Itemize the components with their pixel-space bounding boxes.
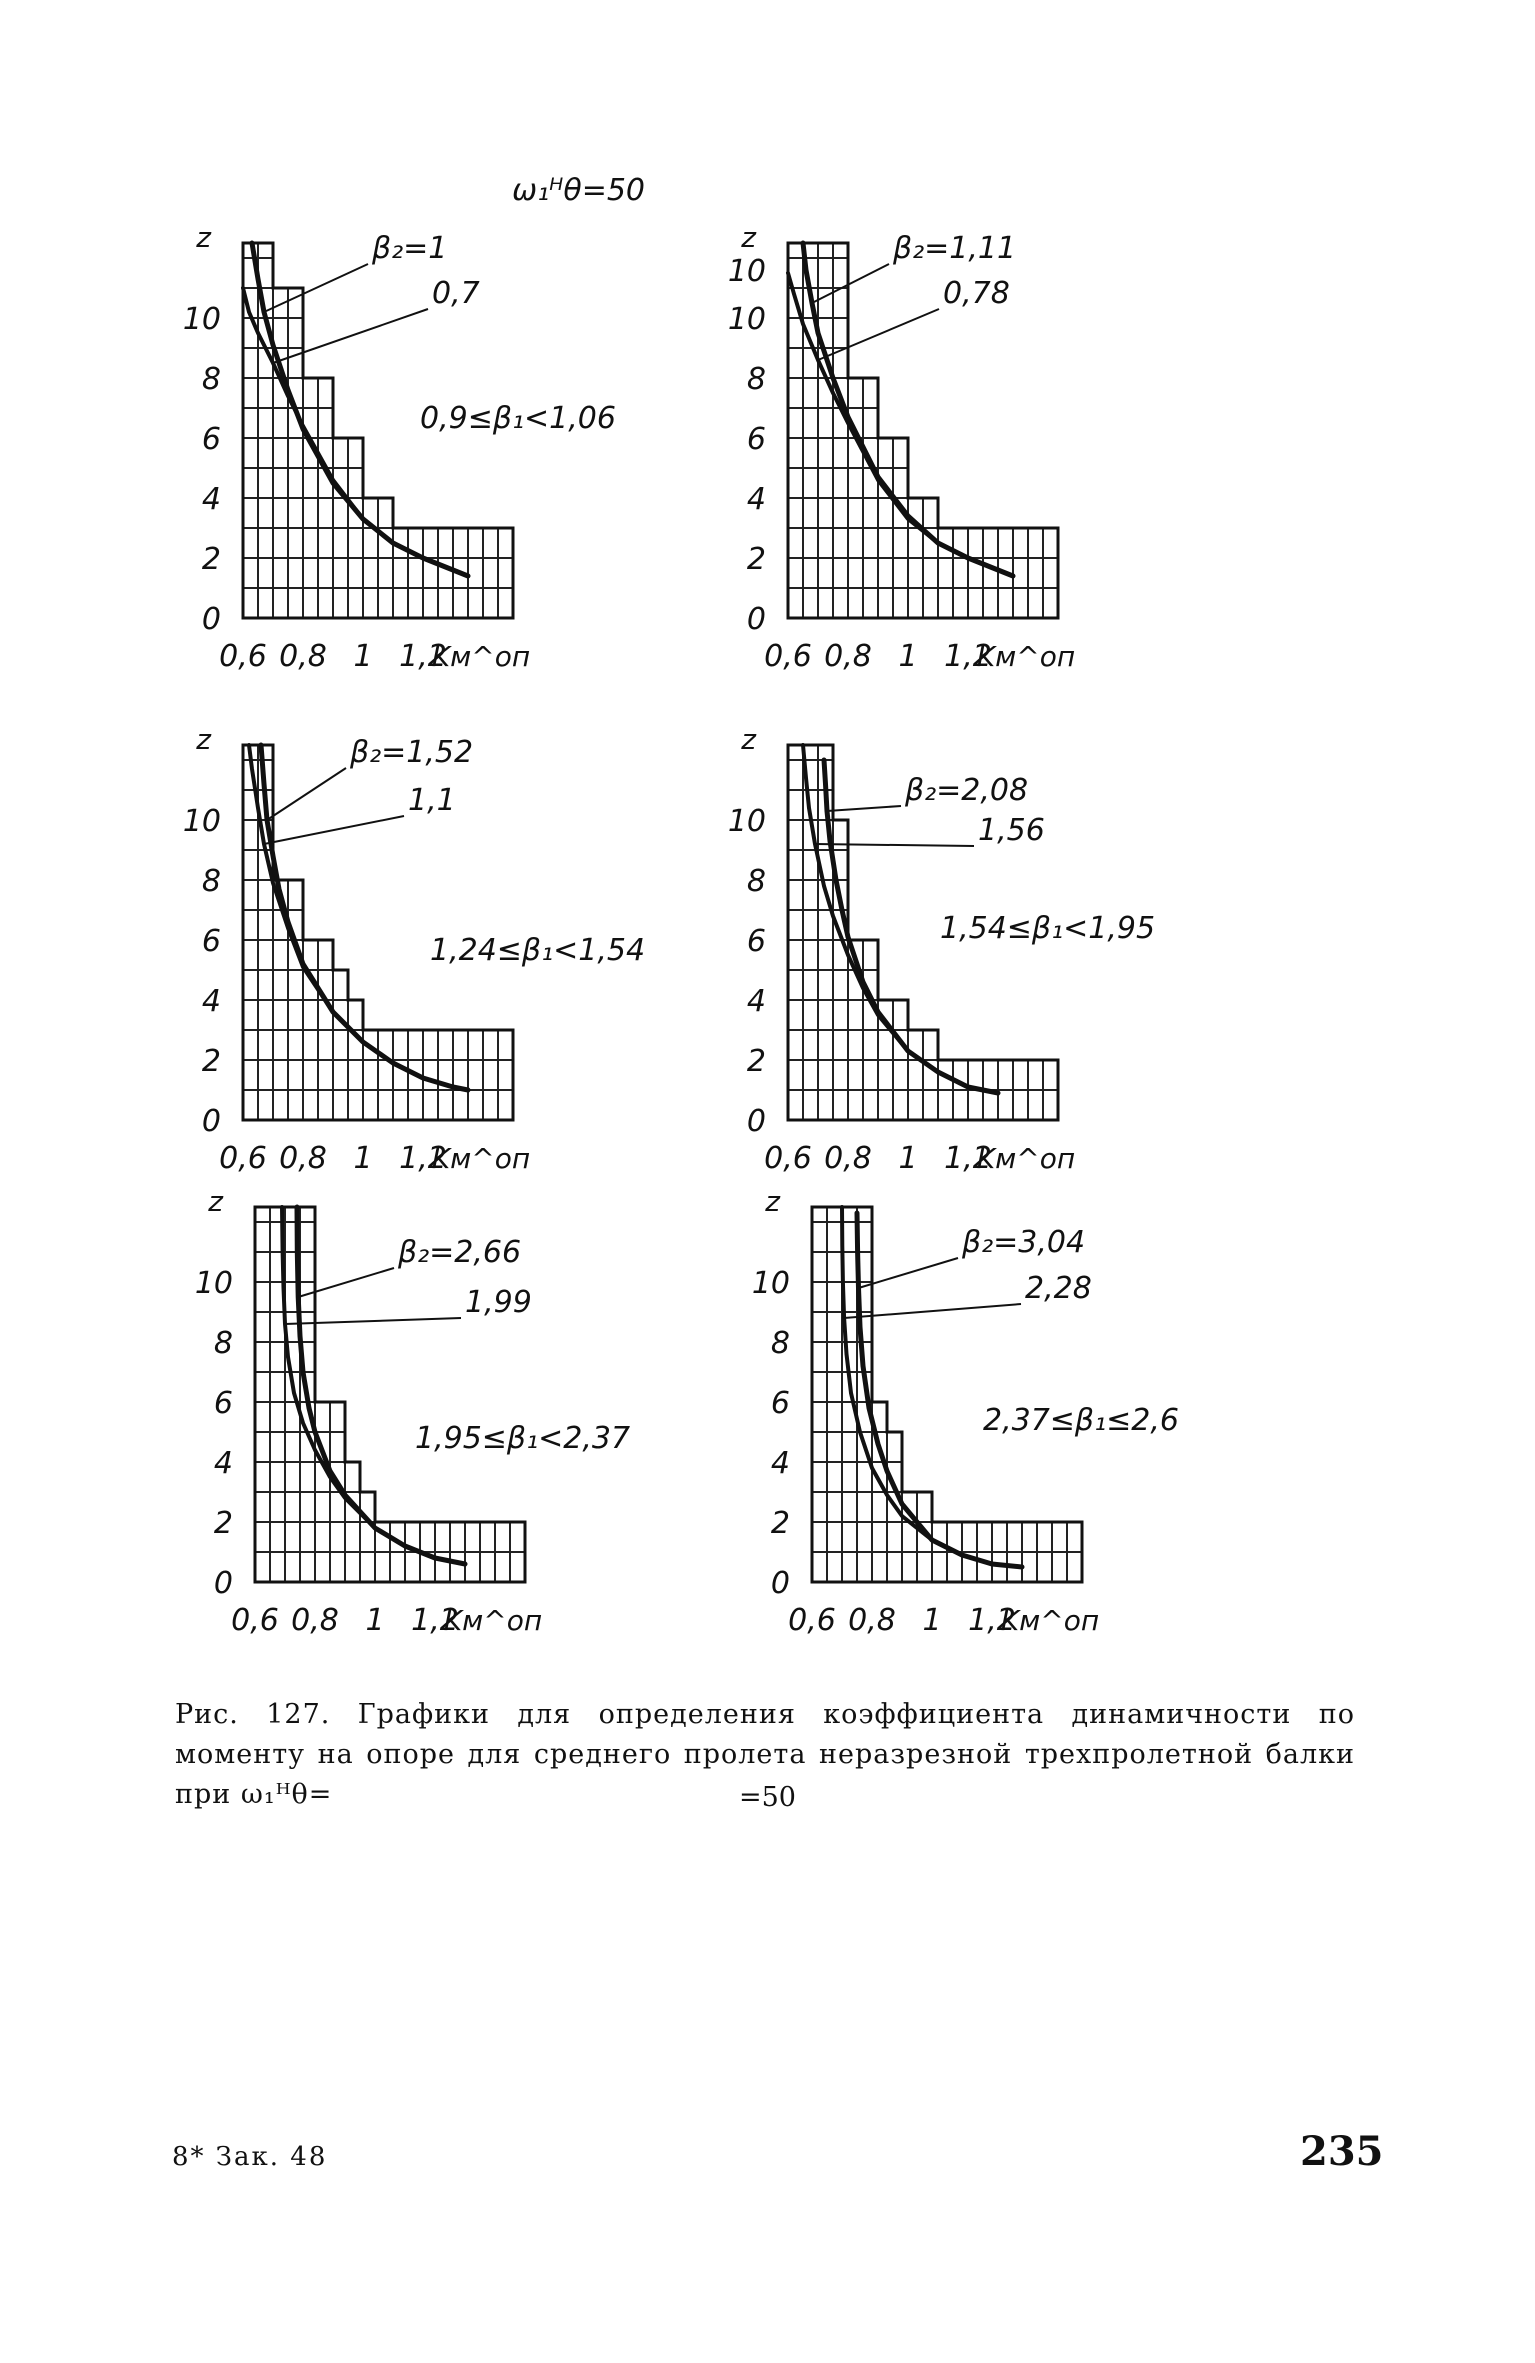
series-label-1: β₂=3,04 [962,1225,1086,1260]
y-tick-label: 0 [770,1566,790,1601]
y-tick-label: 4 [201,984,221,1019]
x-tick-label: 1 [922,1603,942,1638]
x-tick-label: 1 [365,1603,385,1638]
y-axis-label: z [741,723,756,756]
x-axis-label: Kм^оп [1000,1604,1100,1637]
footer-order-number: 8* Зак. 48 [172,2142,328,2172]
y-tick-label: 6 [746,924,766,959]
series-label-2: 1,1 [408,783,456,818]
y-tick-label: 6 [213,1386,233,1421]
x-tick-label: 0,8 [291,1603,339,1638]
x-tick-label: 1 [898,1141,918,1176]
y-axis-label: z [208,1185,223,1218]
beta1-range-label: 1,95≤β₁<2,37 [415,1421,631,1456]
x-tick-label: 0,6 [788,1603,836,1638]
y-tick-label: 8 [770,1326,790,1361]
chart-panel-6 [752,1185,1179,1638]
series-label-1: β₂=2,08 [905,773,1029,808]
y-tick-label: 2 [201,542,221,577]
x-tick-label: 0,8 [824,639,872,674]
y-tick-label: 6 [746,422,766,457]
x-tick-label: 1,2 [968,1603,1016,1638]
y-tick-label: 2 [746,542,766,577]
chart-panel-5 [195,1185,630,1638]
chart-panel-4 [728,723,1155,1176]
figure-header-label: ω₁ᴴθ=50 [512,173,646,208]
chart-panel-3 [183,723,645,1176]
x-tick-label: 0,6 [219,1141,267,1176]
figure-caption: Рис. 127. Графики для определения коэффициента динамичности по моменту на опоре для среднего пролета неразрезной трехпролетной балки при ω₁ᴴθ= [175,1699,1355,1810]
series-label-2: 1,99 [465,1285,532,1320]
y-tick-label: 4 [201,482,221,517]
y-axis-label: z [741,221,756,254]
x-axis-label: Kм^оп [431,1142,531,1175]
series-label-2: 2,28 [1025,1271,1092,1306]
series-curve-1 [857,1213,1022,1567]
x-axis-label: Kм^оп [976,640,1076,673]
series-label-1: β₂=1 [372,231,448,266]
series-leader-line [264,816,404,844]
x-tick-label: 1 [353,1141,373,1176]
series-label-2: 0,78 [943,276,1010,311]
series-label-1: β₂=1,52 [350,735,474,770]
beta1-range-label: 1,54≤β₁<1,95 [940,911,1156,946]
y-tick-label: 0 [213,1566,233,1601]
y-tick-label: 10 [727,302,766,337]
y-tick-label: 8 [213,1326,233,1361]
y-tick-label: 4 [746,482,766,517]
y-axis-label: z [765,1185,780,1218]
y-tick-label: 2 [201,1044,221,1079]
y-tick-label: 4 [213,1446,233,1481]
y-axis-label: z [196,221,211,254]
page-number: 235 [1300,2128,1384,2175]
series-leader-line [267,768,346,820]
x-tick-label: 0,8 [279,639,327,674]
x-tick-label: 1,2 [411,1603,459,1638]
x-tick-label: 1,2 [399,1141,447,1176]
series-label-1: β₂=2,66 [398,1235,522,1270]
y-tick-label: 0 [746,602,766,637]
x-tick-label: 0,8 [279,1141,327,1176]
y-tick-label: 6 [201,924,221,959]
y-tick-label: 10 [182,302,221,337]
y-tick-label: 4 [770,1446,790,1481]
y-tick-label: 6 [770,1386,790,1421]
series-leader-line [285,1318,461,1324]
y-tick-label: 10 [727,804,766,839]
series-label-2: 1,56 [978,813,1045,848]
y-tick-label: 10 [194,1266,233,1301]
x-tick-label: 1 [353,639,373,674]
series-leader-line [818,309,939,360]
y-tick-label: 2 [213,1506,233,1541]
figure-caption-end: =50 [739,1782,796,1813]
series-leader-line [827,806,901,811]
y-tick-label: 8 [201,362,221,397]
x-tick-label: 1 [898,639,918,674]
x-tick-label: 1,2 [399,639,447,674]
x-axis-label: Kм^оп [443,1604,543,1637]
y-tick-label: 8 [746,864,766,899]
beta1-range-label: 1,24≤β₁<1,54 [430,933,646,968]
x-axis-label: Kм^оп [431,640,531,673]
y-tick-label: 8 [201,864,221,899]
y-tick-label: 8 [746,362,766,397]
series-label-1: β₂=1,11 [893,231,1017,266]
x-tick-label: 0,6 [219,639,267,674]
y-tick-label: 2 [746,1044,766,1079]
y-tick-label: 0 [201,1104,221,1139]
x-tick-label: 0,8 [824,1141,872,1176]
y-tick-label: 2 [770,1506,790,1541]
beta1-range-label: 2,37≤β₁≤2,6 [983,1403,1179,1438]
chart-panel-2 [728,221,1075,674]
x-tick-label: 0,6 [764,1141,812,1176]
y-tick-label: 6 [201,422,221,457]
x-tick-label: 0,6 [764,639,812,674]
x-tick-label: 0,8 [848,1603,896,1638]
x-tick-label: 1,2 [944,639,992,674]
y-tick-label: 4 [746,984,766,1019]
series-label-2: 0,7 [432,276,480,311]
x-tick-label: 0,6 [231,1603,279,1638]
series-leader-line [812,264,889,303]
y-tick-label-top: 10 [727,254,766,289]
y-tick-label: 10 [182,804,221,839]
beta1-range-label: 0,9≤β₁<1,06 [420,401,616,436]
y-tick-label: 0 [746,1104,766,1139]
x-axis-label: Kм^оп [976,1142,1076,1175]
chart-panel-1 [183,221,616,674]
series-leader-line [815,844,974,846]
y-tick-label: 0 [201,602,221,637]
y-tick-label: 10 [751,1266,790,1301]
y-axis-label: z [196,723,211,756]
x-tick-label: 1,2 [944,1141,992,1176]
